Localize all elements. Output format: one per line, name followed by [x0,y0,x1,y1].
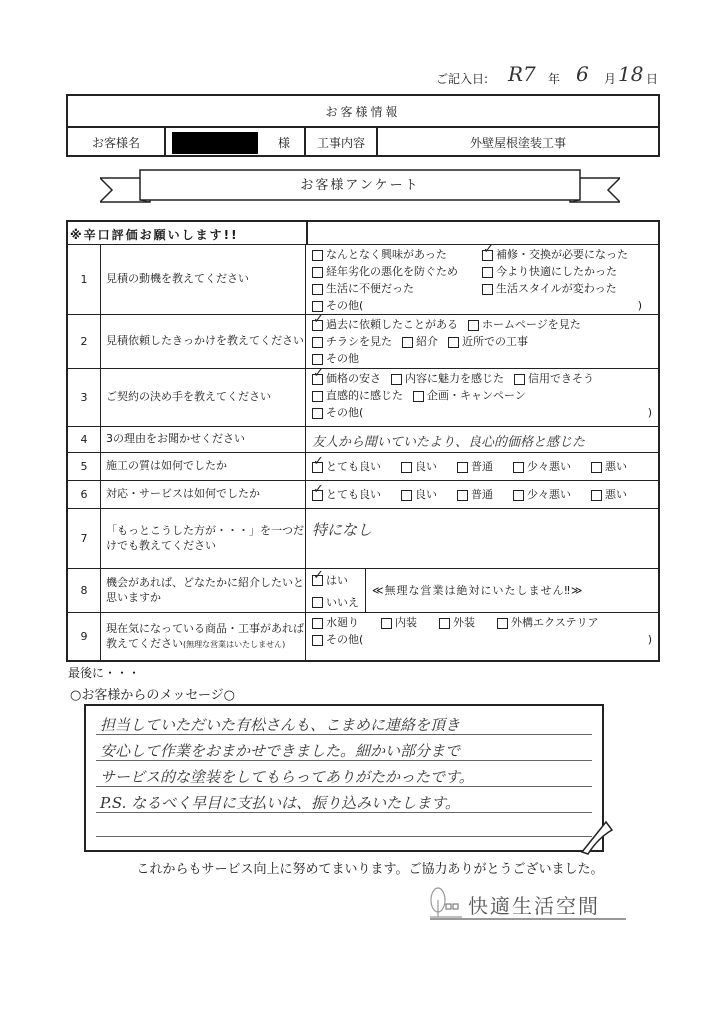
question-row-4: 4 3の理由をお聞かせください 友人から聞いていたより、良心的価格と感じた [68,426,658,452]
option-checkbox[interactable]: チラシを見た [312,335,392,349]
date-month: 6 [576,62,589,86]
message-line-4: P.S. なるべく早目に支払いは、振り込みいたします。 [100,794,460,812]
checkbox-icon[interactable] [591,462,602,473]
checkbox-icon[interactable] [457,462,468,473]
checkbox-icon[interactable] [457,490,468,501]
checkbox-icon[interactable] [312,354,323,365]
option-checkbox[interactable]: 直感的に感じた [312,389,403,403]
checkbox-icon[interactable] [381,618,392,629]
option-checkbox[interactable]: ✓ 価格の安さ [312,372,381,386]
option-checkbox[interactable]: その他( [312,299,472,313]
no-sales-note: ≪無理な営業は絶対にいたしません‼≫ [372,584,584,597]
question-row-2: 2 見積依頼したきっかけを教えてください ✓ 過去に依頼したことがある ホームページを見た チラシを見た 紹介 近所での工事 その他 [68,314,658,368]
question-text: 見積依頼したきっかけを教えてください [100,315,306,368]
option-checkbox[interactable]: その他 [312,352,652,366]
closing-label: 最後に・・・ [68,666,141,680]
customer-info-title: お客様情報 [68,96,658,128]
checkbox-icon[interactable] [312,618,323,629]
message-line-1: 担当していただいた有松さんも、こまめに連絡を頂き [100,716,461,734]
checkbox-checked-icon[interactable] [312,462,323,473]
option-checkbox[interactable]: 普通 [457,460,493,474]
checkbox-icon[interactable] [468,320,479,331]
footer-thanks: これからもサービス向上に努めてまいります。ご協力ありがとうございました。 [136,862,604,877]
question-row-7: 7 「もっとこうした方が・・・」を一つだけでも教えてください 特になし [68,508,658,568]
redacted-name-block [172,132,258,154]
option-checkbox[interactable]: ✓ はい [312,572,348,588]
option-checkbox[interactable]: 経年劣化の悪化を防ぐため [312,265,472,279]
work-value: 外壁屋根塗装工事 [469,136,566,150]
option-checkbox[interactable]: 少々悪い [513,460,571,474]
checkbox-icon[interactable] [482,284,493,295]
option-checkbox[interactable]: 良い [401,460,437,474]
question-text: 3の理由をお聞かせください [100,427,306,452]
option-checkbox[interactable]: ✓ とても良い [312,488,381,502]
option-checkbox[interactable]: 生活スタイルが変わった [482,282,642,296]
option-checkbox[interactable]: 水廻り [312,616,359,630]
checkbox-icon[interactable] [402,337,413,348]
survey-intro: ※辛口評価お願いします!! [70,228,239,242]
question-row-1: 1 見積の動機を教えてください なんとなく興味があった ✓ 補修・交換が必要になった 経年劣化の悪化を防ぐため 今より快適にしたかった 生活に不便だった 生活スタイルが変わった その他( ) [68,244,658,314]
checkbox-icon[interactable] [413,391,424,402]
option-checkbox[interactable]: 企画・キャンペーン [413,389,526,403]
checkbox-icon[interactable] [401,462,412,473]
customer-name-label: お客様名 [68,128,166,157]
brand-underline [430,918,626,920]
checkbox-icon[interactable] [448,337,459,348]
question-row-3: 3 ご契約の決め手を教えてください ✓ 価格の安さ 内容に魅力を感じた 信用できそう 直感的に感じた 企画・キャンペーン その他( ) [68,368,658,426]
question-text: 見積の動機を教えてください [100,245,306,314]
checkbox-checked-icon[interactable] [312,374,323,385]
option-checkbox[interactable]: 悪い [591,488,627,502]
option-checkbox[interactable]: ✓ 過去に依頼したことがある [312,318,458,332]
date-era: R7 [508,62,536,86]
checkbox-icon[interactable] [312,267,323,278]
answer-handwritten: 友人から聞いていたより、良心的価格と感じた [312,435,586,450]
checkbox-icon[interactable] [312,597,323,608]
date-month-unit: 月 [604,72,617,86]
customer-name-cell [166,128,306,157]
checkbox-icon[interactable] [312,301,323,312]
checkbox-icon[interactable] [482,267,493,278]
page-curl-icon [580,820,614,856]
message-line-3: サービス的な塗装をしてもらってありがたかったです。 [100,768,474,786]
checkbox-icon[interactable] [497,618,508,629]
checkbox-icon[interactable] [513,490,524,501]
checkbox-icon[interactable] [439,618,450,629]
question-text: 機会があれば、どなたかに紹介したいと思いますか [100,569,306,612]
checkbox-icon[interactable] [312,391,323,402]
checkbox-icon[interactable] [312,250,323,261]
question-row-5: 5 施工の質は如何でしたか ✓ とても良い 良い 普通 少々悪い 悪い [68,452,658,480]
option-checkbox[interactable]: 良い [401,488,437,502]
checkbox-icon[interactable] [514,374,525,385]
checkbox-icon[interactable] [401,490,412,501]
option-checkbox[interactable]: 外装 [439,616,475,630]
question-note: (無理な営業はいたしません) [183,639,286,649]
checkbox-checked-icon[interactable] [312,490,323,501]
customer-info-table [66,94,660,157]
question-row-8: 8 機会があれば、どなたかに紹介したいと思いますか ✓ はい いいえ ≪無理な営業は絶対にいたしません‼≫ [68,568,658,612]
date-day: 18 [618,62,644,86]
checkbox-checked-icon[interactable] [312,320,323,331]
option-checkbox[interactable]: 内装 [381,616,417,630]
option-checkbox[interactable]: 内容に魅力を感じた [391,372,504,386]
checkbox-icon[interactable] [391,374,402,385]
question-row-6: 6 対応・サービスは如何でしたか ✓ とても良い 良い 普通 少々悪い 悪い [68,480,658,508]
option-checkbox[interactable]: 信用できそう [514,372,594,386]
checkbox-icon[interactable] [312,284,323,295]
checkbox-icon[interactable] [312,337,323,348]
checkbox-icon[interactable] [312,635,323,646]
option-checkbox[interactable]: 近所での工事 [448,335,528,349]
question-text: 現在気になっている商品・工事があれば教えてください(無理な営業はいたしません) [100,613,306,660]
work-label: 工事内容 [306,128,378,157]
banner-title: お客様アンケート [300,178,420,193]
option-checkbox[interactable]: その他( ) [312,406,652,420]
option-checkbox[interactable]: いいえ [312,594,359,610]
option-checkbox[interactable]: 少々悪い [513,488,571,502]
option-checkbox[interactable]: 生活に不便だった [312,282,472,296]
checkbox-checked-icon[interactable] [482,250,493,261]
option-checkbox[interactable]: 悪い [591,460,627,474]
date-year-unit: 年 [548,72,561,86]
question-text: 施工の質は如何でしたか [100,453,306,480]
checkbox-checked-icon[interactable] [312,575,323,586]
option-checkbox[interactable]: ✓ 補修・交換が必要になった [482,248,642,262]
question-text: 対応・サービスは如何でしたか [100,481,306,508]
date-label: ご記入日: [436,72,489,86]
survey-table [66,220,660,662]
option-checkbox[interactable]: 紹介 [402,335,438,349]
question-row-9: 9 現在気になっている商品・工事があれば教えてください(無理な営業はいたしません) 水廻り 内装 外装 外構エクステリア その他( ) [68,612,658,660]
option-checkbox[interactable]: なんとなく興味があった [312,248,472,262]
message-title: ○お客様からのメッセージ○ [70,688,235,703]
house-logo-icon [428,884,464,920]
message-box [84,704,604,852]
option-checkbox[interactable]: 外構エクステリア [497,616,599,630]
honorific: 様 [277,136,290,150]
option-checkbox[interactable]: その他( ) [312,633,652,647]
answer-handwritten: 特になし [312,521,373,539]
entry-date [436,64,666,90]
option-checkbox[interactable]: ホームページを見た [468,318,581,332]
message-line-2: 安心して作業をおまかせできました。細かい部分まで [100,742,461,760]
date-day-unit: 日 [646,72,659,86]
question-text: 「もっとこうした方が・・・」を一つだけでも教えてください [100,509,306,568]
option-checkbox[interactable]: ✓ とても良い [312,460,381,474]
paren-close: ) [637,299,642,312]
option-checkbox[interactable]: 普通 [457,488,493,502]
question-text: ご契約の決め手を教えてください [100,369,306,426]
checkbox-icon[interactable] [312,408,323,419]
checkbox-icon[interactable] [513,462,524,473]
brand-name: 快適生活空間 [468,894,600,918]
option-checkbox[interactable]: 今より快適にしたかった [482,265,642,279]
checkbox-icon[interactable] [591,490,602,501]
